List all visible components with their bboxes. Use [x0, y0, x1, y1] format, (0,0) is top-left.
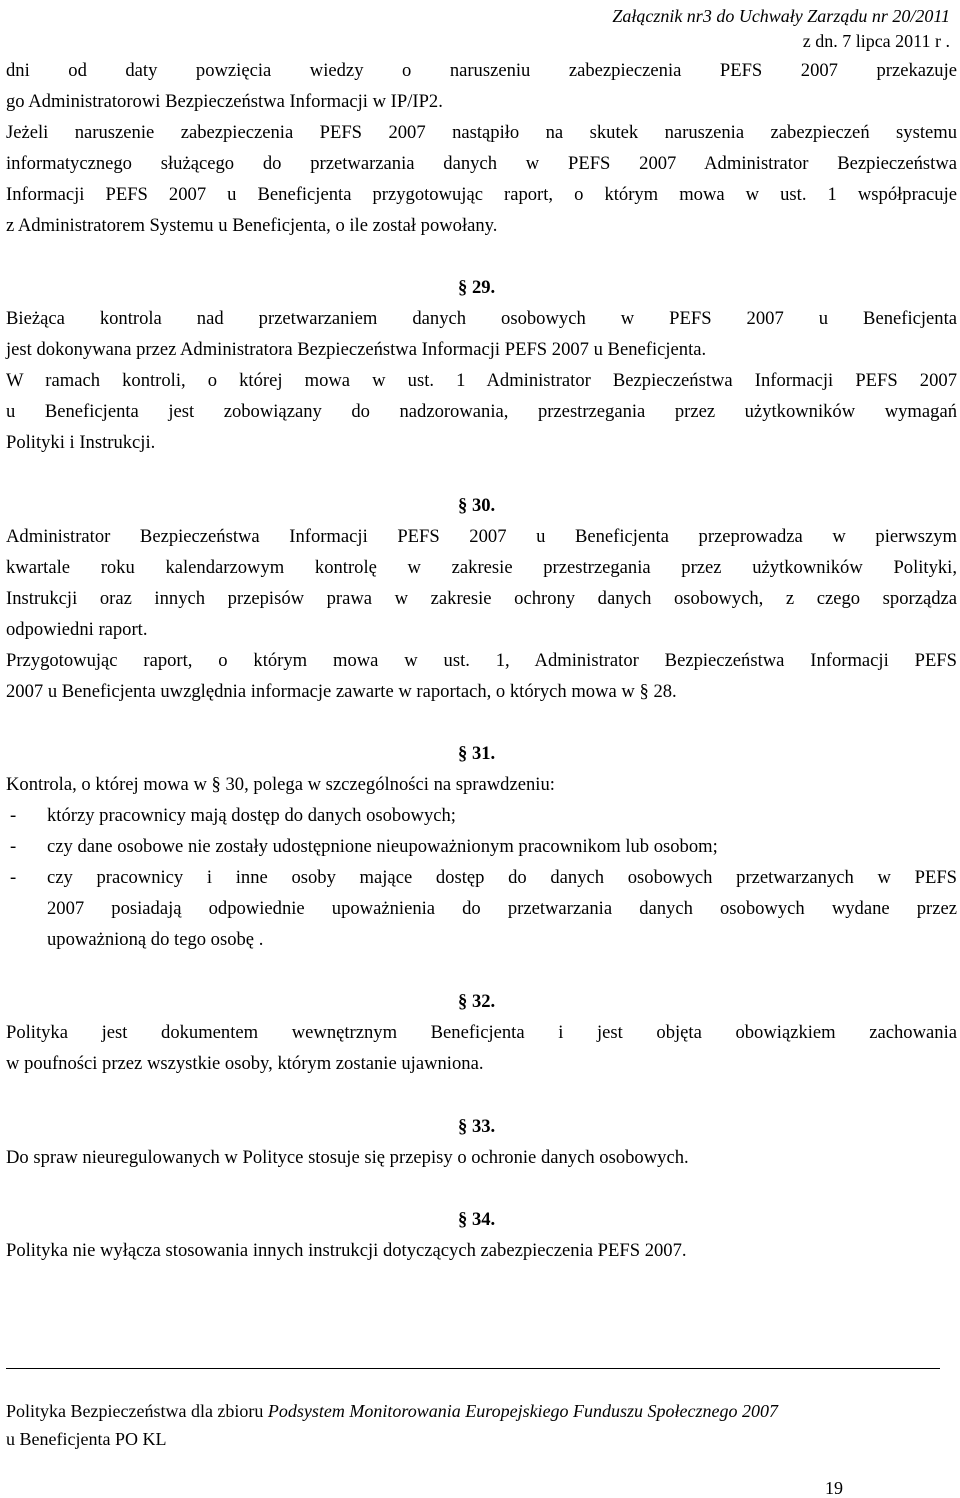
list-dash: -	[10, 805, 17, 826]
section-32-heading: § 32.	[458, 991, 496, 1012]
section-sign-31: §	[458, 743, 468, 764]
section-sign-ref: §	[639, 681, 649, 702]
s32-line-2: w poufności przez wszystkie osoby, którym zostanie ujawniona.	[6, 1053, 484, 1074]
header-attachment-line: Załącznik nr3 do Uchwały Zarządu nr 20/2011	[612, 6, 950, 26]
s33-line-1: Do spraw nieuregulowanych w Polityce stosuje się przepisy o ochronie danych osobowych.	[6, 1147, 689, 1168]
intro-line-3: Jeżeli naruszenie zabezpieczenia PEFS 2007 nastąpiło na skutek naruszenia zabezpieczeń systemu	[6, 122, 957, 143]
intro-line-1: dni od daty powzięcia wiedzy o naruszeniu zabezpieczenia PEFS 2007 przekazuje	[6, 60, 957, 81]
footer-divider	[6, 1368, 940, 1369]
header-date-line: z dn. 7 lipca 2011 r .	[802, 31, 950, 51]
s29-line-3: W ramach kontroli, o której mowa w ust. 1 Administrator Bezpieczeństwa Informacji PEFS 2007	[6, 370, 957, 391]
s29-line-5: Polityki i Instrukcji.	[6, 432, 156, 453]
page-header	[612, 4, 950, 54]
s30-line-1: Administrator Bezpieczeństwa Informacji PEFS 2007 u Beneficjenta przeprowadza w pierwszym	[6, 526, 957, 547]
section-33-heading: § 33.	[458, 1116, 496, 1137]
section-sign-30: §	[458, 495, 468, 516]
intro-line-4: informatycznego służącego do przetwarzania danych w PEFS 2007 Administrator Bezpieczeństwa	[6, 153, 957, 174]
section-sign-32: §	[458, 991, 468, 1012]
s34-line-1: Polityka nie wyłącza stosowania innych instrukcji dotyczących zabezpieczenia PEFS 2007.	[6, 1240, 687, 1261]
section-29-heading: § 29.	[458, 277, 496, 298]
intro-line-6: z Administratorem Systemu u Beneficjenta, o ile został powołany.	[6, 215, 498, 236]
s30-line-6: 2007 u Beneficjenta uwzględnia informacje zawarte w raportach, o których mowa w § 28.	[6, 681, 677, 702]
footer-line-2: u Beneficjenta PO KL	[6, 1429, 167, 1449]
section-sign-33: §	[458, 1116, 468, 1137]
intro-line-5: Informacji PEFS 2007 u Beneficjenta przygotowując raport, o którym mowa w ust. 1 współpracuje	[6, 184, 957, 205]
section-sign-ref: §	[211, 774, 221, 795]
section-sign-34: §	[458, 1209, 468, 1230]
s30-line-5: Przygotowując raport, o którym mowa w ust. 1, Administrator Bezpieczeństwa Informacji PEFS	[6, 650, 957, 671]
s30-line-3: Instrukcji oraz innych przepisów prawa w zakresie ochrony danych osobowych, z czego sporządza	[6, 588, 957, 609]
intro-line-2: go Administratorowi Bezpieczeństwa Informacji w IP/IP2.	[6, 91, 443, 112]
section-34-heading: § 34.	[458, 1209, 496, 1230]
s30-line-2: kwartale roku kalendarzowym kontrolę w zakresie przestrzegania przez użytkowników Polityki,	[6, 557, 957, 578]
section-30-heading: § 30.	[458, 495, 496, 516]
s32-line-1: Polityka jest dokumentem wewnętrznym Beneficjenta i jest objęta obowiązkiem zachowania	[6, 1022, 957, 1043]
s29-line-4: u Beneficjenta jest zobowiązany do nadzorowania, przestrzegania przez użytkowników wymagań	[6, 401, 957, 422]
document-page: Załącznik nr3 do Uchwały Zarządu nr 20/2011 z dn. 7 lipca 2011 r . dni od daty powzięcia wiedzy o naruszeniu zabezpieczenia PEFS 2007 przekazuje go Administratorowi Bezpieczeństwa Informacji w IP/IP2. Jeżeli naruszenie zabezpieczenia PEFS 2007 nastąpiło na skutek naruszenia zabezpieczeń systemu informatycznego służącego do przetwarzania danych w PEFS 2007 Administrator Bezpieczeństwa Informacji PEFS 2007 u Beneficjenta przygotowując raport, o którym mowa w ust. 1 współpracuje z Administratorem Systemu u Beneficjenta, o ile został powołany. § 29. Bieżąca kontrola nad przetwarzaniem danych osobowych w PEFS 2007 u Beneficjenta jest dokonywana przez Administratora Bezpieczeństwa Informacji PEFS 2007 u Beneficjenta. W ramach kontroli, o której mowa w ust. 1 Administrator Bezpieczeństwa Informacji PEFS 2007 u Beneficjenta jest zobowiązany do nadzorowania, przestrzegania przez użytkowników wymagań Polityki i Instrukcji. § 30. Administrator Bezpieczeństwa Informacji PEFS 2007 u Beneficjenta przeprowadza w pierwszym kwartale roku kalendarzowym kontrolę w zakresie przestrzegania przez użytkowników Polityki, Instrukcji oraz innych przepisów prawa w zakresie ochrony danych osobowych, z czego sporządza odpowiedni raport. Przygotowując raport, o którym mowa w ust. 1, Administrator Bezpieczeństwa Informacji PEFS 2007 u Beneficjenta uwzględnia informacje zawarte w raportach, o których mowa w § 28. § 31. Kontrola, o której mowa w § 30, polega w szczególności na sprawdzeniu: - którzy pracownicy mają dostęp do danych osobowych; - czy dane osobowe nie zostały udostępnione nieupoważnionym pracownikom lub osobom; - czy pracownicy i inne osoby mające dostęp do danych osobowych przetwarzanych w PEFS 2007 posiadają odpowiednie upoważnienia do przetwarzania danych osobowych wydane przez upoważnioną do tego osobę . § 32. Polityka jest dokumentem wewnętrznym Beneficjenta i jest objęta obowiązkiem zachowania w poufności przez wszystkie osoby, którym zostanie ujawniona. § 33. Do spraw nieuregulowanych w Polityce stosuje się przepisy o ochronie danych osobowych. § 34. Polityka nie wyłącza stosowania innych instrukcji dotyczących zabezpieczenia PEFS 2007. Polityka Bezpieczeństwa dla zbioru Podsystem Monitorowania Europejskiego Funduszu Społecznego 2007 u Beneficjenta PO KL 19	[6, 6, 957, 1498]
section-31-heading: § 31.	[458, 743, 496, 764]
section-sign-29: §	[458, 277, 468, 298]
list-dash: -	[10, 836, 17, 857]
s29-line-2: jest dokonywana przez Administratora Bezpieczeństwa Informacji PEFS 2007 u Beneficjenta.	[6, 339, 707, 360]
footer-line-1: Polityka Bezpieczeństwa dla zbioru Podsystem Monitorowania Europejskiego Funduszu Społecznego 2007	[6, 1401, 779, 1421]
s30-line-4: odpowiedni raport.	[6, 619, 148, 640]
page-number: 19	[825, 1478, 843, 1498]
s31-intro: Kontrola, o której mowa w § 30, polega w szczególności na sprawdzeniu:	[6, 774, 555, 795]
s29-line-1: Bieżąca kontrola nad przetwarzaniem danych osobowych w PEFS 2007 u Beneficjenta	[6, 308, 957, 329]
list-dash: -	[10, 867, 17, 888]
